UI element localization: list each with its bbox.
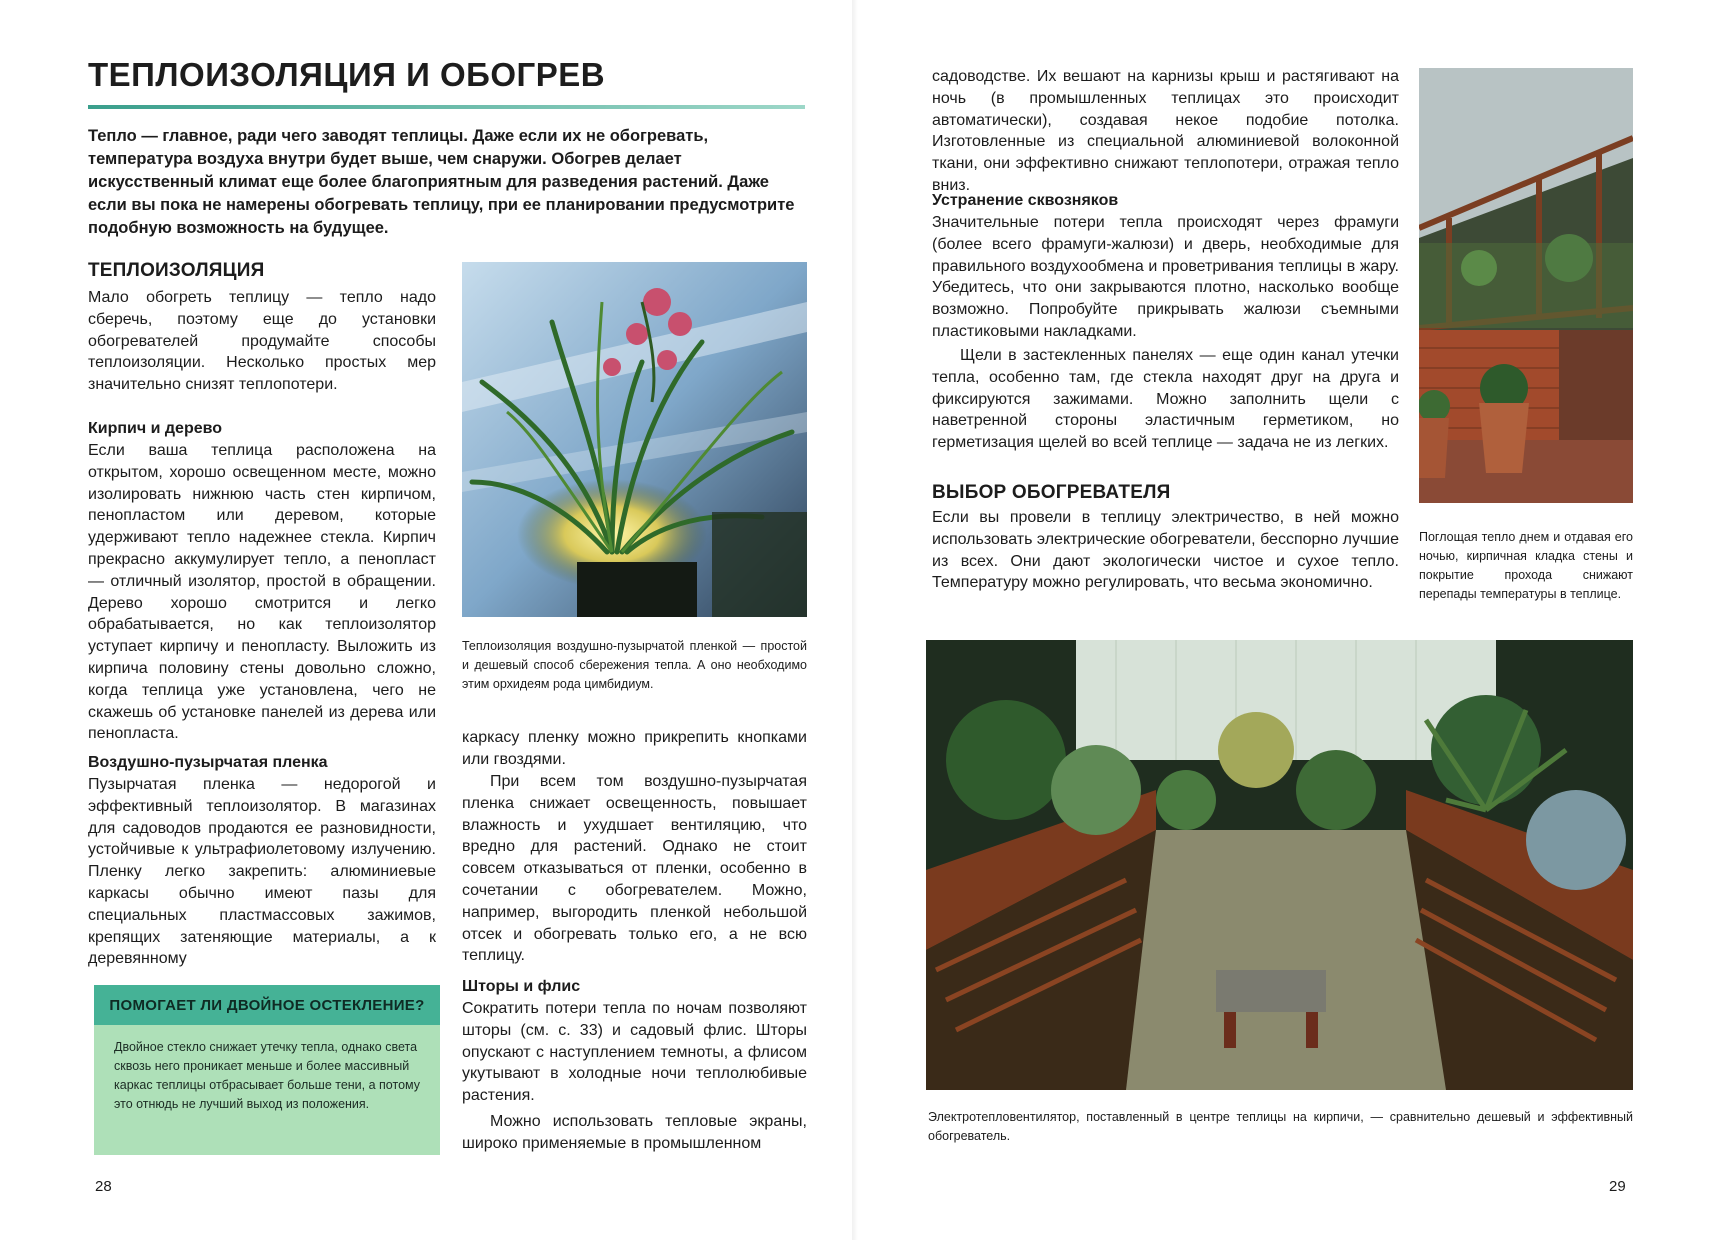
paragraph-curtains-b: Можно использовать тепловые экраны, широко применяемые в промышленном [462, 1113, 807, 1152]
double-glazing-sidebar [94, 985, 440, 1155]
paragraph-continuation-right: садоводстве. Их вешают на карнизы крыш и растягивают на ночь (в промышленных теплицах это происходит автоматически), создавая некое подобие потолка. Изготовленные из специальной алюминиевой волоконной ткани, они эффективно снижают теплопотери, отражая тепло вниз. [932, 68, 1399, 194]
brick-wall-photo [1419, 68, 1633, 503]
title-rule [88, 105, 805, 109]
heading-brick-wood: Кирпич и дерево [88, 420, 223, 437]
paragraph-drafts-b: Щели в застекленных панелях — еще один канал утечки тепла, особенно там, где стекла находят друг на друга и фиксируются зажимами. Можно заполнить щели с наветренной стороны эластичным герметиком, но герметизация щелей во всей теплице — задача не из легких. [932, 347, 1399, 452]
right-page [856, 0, 1713, 1240]
intro-paragraph: Тепло — главное, ради чего заводят теплицы. Даже если их не обогревать, температура воздуха внутри будет выше, чем снаружи. Обогрев делает искусственный климат еще более благоприятным для разведения растений. Даже если вы пока не намерены обогревать теплицу, при ее планировании предусмотрите подобную возможность на будущее. [88, 127, 795, 237]
orchid-photo [462, 262, 807, 617]
heading-heater: ВЫБОР ОБОГРЕВАТЕЛЯ [932, 482, 1171, 503]
chapter-title: ТЕПЛОИЗОЛЯЦИЯ И ОБОГРЕВ [88, 56, 606, 93]
paragraph-brick-wood: Если ваша теплица расположена на открытом, хорошо освещенном месте, можно изолировать нижнюю часть стен кирпичом, пенопластом или деревом, которые удерживают тепло надежнее стекла. Кирпич прекрасно аккумулирует тепло, а пенопласт — отличный изолятор, простой в обращении. Дерево хорошо смотрится и легко обрабатывается, но как теплоизолятор уступает кирпичу и пенопласту. Выложить из кирпича половину стены довольно сложно, когда теплица уже установлена, чего не скажешь об установке панелей из дерева или пенопласта. [88, 442, 436, 743]
heading-drafts: Устранение сквозняков [932, 192, 1119, 209]
paragraph-continuation-a: каркасу пленку можно прикрепить кнопками или гвоздями. [462, 729, 807, 768]
sidebar-heading: ПОМОГАЕТ ЛИ ДВОЙНОЕ ОСТЕКЛЕНИЕ? [94, 985, 440, 1025]
page-number-right: 29 [1609, 1178, 1626, 1195]
greenhouse-heater-photo [926, 640, 1633, 1090]
paragraph-heater: Если вы провели в теплицу электричество, в ней можно использовать электрические обогреватели, бесспорно лучшие из всех. Они дают экологически чистое и сухое тепло. Температуру можно регулировать, что весьма экономично. [932, 509, 1399, 592]
paragraph-continuation-b: При всем том воздушно-пузырчатая пленка снижает освещенность, повышает влажность и ухудшает вентиляцию, что вредно для растений. Однако не стоит совсем отказываться от пленки, особенно в сочетании с обогревателем. Можно, например, выгородить пленкой небольшой отсек и обогревать только его, а не всю теплицу. [462, 773, 807, 965]
heading-curtains: Шторы и флис [462, 978, 581, 995]
heading-insulation: ТЕПЛОИЗОЛЯЦИЯ [88, 260, 265, 281]
heading-bubble-film: Воздушно-пузырчатая пленка [88, 754, 328, 771]
paragraph-insulation: Мало обогреть теплицу — тепло надо сберечь, поэтому еще до установки обогревателей продумайте способы теплоизоляции. Несколько простых мер значительно снизят теплопотери. [88, 289, 436, 394]
brick-wall-photo-caption: Поглощая тепло днем и отдавая его ночью, кирпичная кладка стены и покрытие прохода снижают перепады температуры в теплице. [1419, 530, 1633, 601]
paragraph-bubble-film: Пузырчатая пленка — недорогой и эффективный теплоизолятор. В магазинах для садоводов продаются ее разновидности, устойчивые к ультрафиолетовому излучению. Пленку легко закрепить: алюминиевые каркасы обычно имеют пазы для специальных пластмассовых зажимов, крепящих затеняющие материалы, а к деревянному [88, 776, 436, 968]
orchid-photo-caption: Теплоизоляция воздушно-пузырчатой пленкой — простой и дешевый способ сбережения тепла. А оно необходимо этим орхидеям рода цимбидиум. [462, 639, 807, 691]
left-page [0, 0, 856, 1240]
paragraph-drafts-a: Значительные потери тепла происходят через фрамуги (более всего фрамуги-жалюзи) и дверь, необходимые для правильного воздухообмена и проветривания теплицы в жару. Убедитесь, что они закрываются плотно, насколько вообще возможно. Попробуйте прикрывать жалюзи съемными пластиковыми накладками. [932, 214, 1399, 340]
greenhouse-heater-caption: Электротепловентилятор, поставленный в центре теплицы на кирпичи, — сравнительно дешевый и эффективный обогреватель. [928, 1110, 1633, 1143]
paragraph-curtains-a: Сократить потери тепла по ночам позволяют шторы (см. с. 33) и садовый флис. Шторы опускают с наступлением темноты, а флисом укутывают в холодные ночи теплолюбивые растения. [462, 1000, 807, 1105]
sidebar-text: Двойное стекло снижает утечку тепла, однако света сквозь него проникает меньше и более массивный каркас теплицы отбрасывает больше тени, а потому это отнюдь не лучший выход из положения. [114, 1040, 421, 1111]
page-number-left: 28 [95, 1178, 112, 1195]
